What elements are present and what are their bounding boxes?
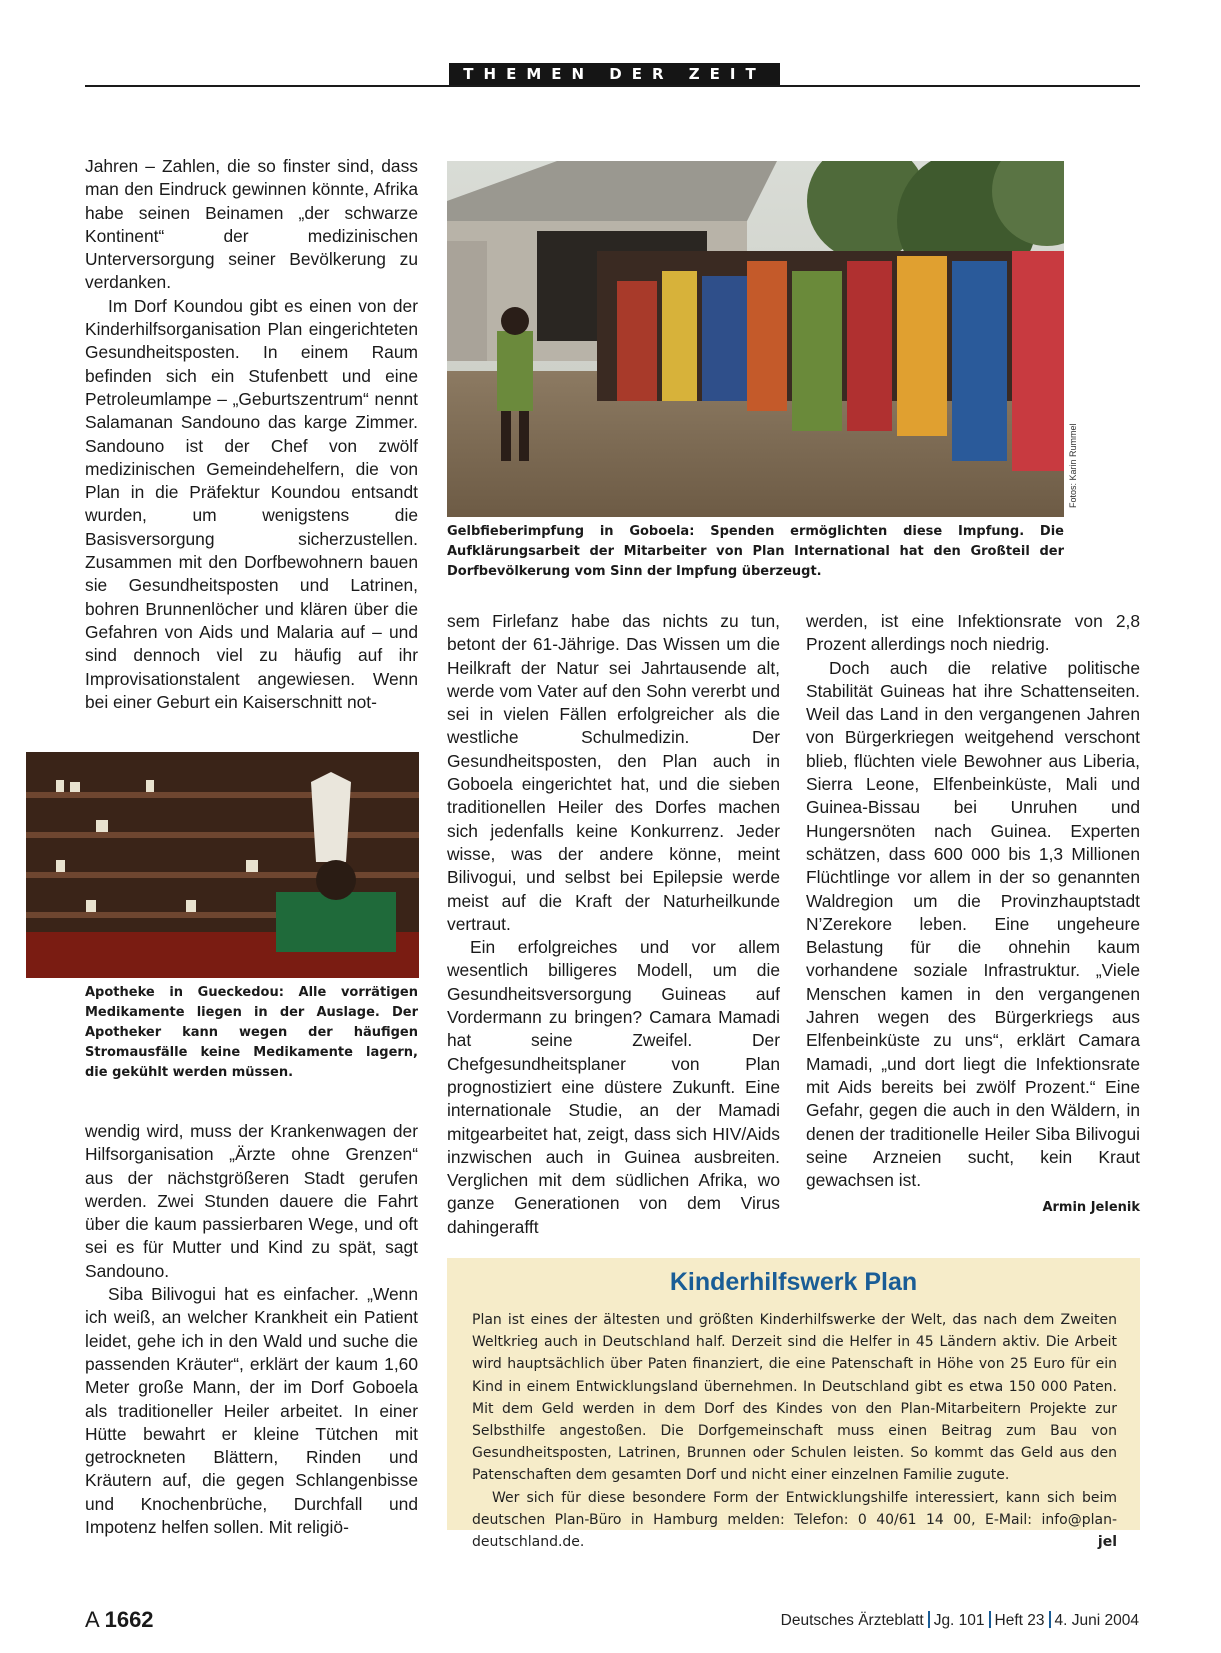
info-box-sign: jel [1097, 1534, 1117, 1551]
paragraph: Siba Bilivogui hat es einfacher. „Wenn ich weiß, an welcher Krankheit ein Patient leidet, gehe ich in den Wald und suche die passenden Kräuter“, erklärt der kaum 1,60 Meter große Mann, der im Dorf Goboela als traditioneller Heiler arbeitet. In einer Hütte bewahrt er kleine Tütchen mit getrockneten Blättern, Rinden und Kräutern auf, die gegen Schlangenbisse und Knochenbrüche, Durchfall und Impotenz helfen sollen. Mit religiö- [85, 1284, 418, 1538]
pharmacy-photo-illustration [26, 752, 419, 978]
vaccination-photo-caption: Gelbfieberimpfung in Goboela: Spenden ermöglichten diese Impfung. Die Aufklärungsarbeit der Mitarbeiter von Plan International hat den Großteil der Dorfbevölkerung vom Sinn der Impfung überzeugt. [447, 524, 1064, 579]
paragraph: Doch auch die relative politische Stabilität Guineas hat ihre Schattenseiten. Weil das Land in den vergangenen Jahren von Bürgerkriegen weitgehend verschont blieb, flüchten viele Bewohner aus Liberia, Sierra Leone, Elfenbeinküste, Mali und Guinea-Bissau bei Unruhen und Hungersnöten nach Guinea. Experten schätzen, dass 600 000 bis 1,3 Millionen Flüchtlinge vor allem in der so genannten Waldregion um die Provinzhauptstadt N’Zerekore leben. Eine ungeheure Belastung für die ohnehin kaum vorhandene soziale Infrastruktur. „Viele Menschen kamen in den vergangenen Jahren wegen des Bürgerkriegs aus Elfenbeinküste zu uns“, erklärt Camara Mamadi, „und dort liegt die Infektionsrate mit Aids bereits bei zwölf Prozent.“ Eine Gefahr, gegen die auch in den Wäldern, in denen der traditionelle Heiler Siba Bilivogui seine Arzneien sucht, kein Kraut gewachsen ist. [806, 657, 1140, 1191]
section-header: THEMEN DER ZEIT [449, 63, 780, 85]
author: Armin Jelenik [1042, 1200, 1140, 1215]
journal-info [781, 1611, 1139, 1630]
journal-issue: Heft 23 [994, 1612, 1045, 1629]
vaccination-photo-illustration [447, 161, 1064, 517]
journal-name: Deutsches Ärzteblatt [780, 1612, 924, 1629]
info-box-text [472, 1309, 1117, 1553]
column-1-top [85, 155, 418, 714]
info-box-contact: Wer sich für diese besondere Form der Entwicklungshilfe interessiert, kann sich beim deutschen Plan-Büro in Hamburg melden: Telefon: 0 40/61 14 00, E-Mail: info@plan-deutschland.de. [472, 1489, 1117, 1551]
paragraph: Ein erfolgreiches und vor allem wesentlich billigeres Modell, um die Gesundheitsversorgung Guineas auf Vordermann zu bringen? Camara Mamadi hat seine Zweifel. Der Chefgesundheitsplaner von Plan prognostiziert eine düstere Zukunft. Eine internationale Studie, an der Mamadi mitgearbeitet hat, zeigt, dass sich HIV/Aids inzwischen auch in Guinea ausbreiten. Verglichen mit dem südlichen Afrika, wo ganze Generationen von dem Virus dahingerafft [447, 937, 780, 1237]
info-box-paragraph [472, 1487, 1117, 1554]
paragraph: wendig wird, muss der Krankenwagen der Hilfsorganisation „Ärzte ohne Grenzen“ aus der nächstgrößeren Stadt gerufen werden. Zwei Stunden dauere die Fahrt über die kaum passierbaren Wege, und oft sei es für Mutter und Kind zu spät, sagt Sandouno. [85, 1121, 418, 1281]
journal-date: 4. Juni 2004 [1054, 1612, 1139, 1629]
column-2 [447, 610, 780, 1239]
page-number-value: 1662 [104, 1607, 154, 1632]
page-prefix: A [85, 1607, 99, 1632]
photo-credit: Fotos: Karin Rummel [1068, 423, 1078, 508]
paragraph: Im Dorf Koundou gibt es einen von der Kinderhilfsorganisation Plan eingerichteten Gesundheitsposten. In einem Raum befinden sich ein Stufenbett und eine Petroleumlampe – „Geburtszentrum“ nennt Salamanan Sandouno das karge Zimmer. Sandouno ist der Chef von zwölf medizinischen Gemeindehelfern, die von Plan in die Präfektur Koundou entsandt wurden, um wenigstens die Basisversorgung sicherzustellen. Zusammen mit den Dorfbewohnern bauen sie Gesundheitsposten und Latrinen, bohren Brunnenlöcher und klären über die Gefahren von Aids und Malaria auf – und sind dennoch viel zu häufig auf ihr Improvisationstalent angewiesen. Wenn bei einer Geburt ein Kaiserschnitt not- [85, 295, 418, 712]
column-3 [806, 610, 1140, 1192]
paragraph: werden, ist eine Infektionsrate von 2,8 Prozent allerdings noch niedrig. [806, 611, 1140, 655]
separator [1049, 1611, 1051, 1628]
separator [928, 1611, 930, 1628]
page-number [85, 1607, 154, 1633]
column-1-bottom [85, 1120, 418, 1539]
paragraph: Jahren – Zahlen, die so finster sind, dass man den Eindruck gewinnen könnte, Afrika habe seinen Beinamen „der schwarze Kontinent“ der medizinischen Unterversorgung seiner Bevölkerung zu verdanken. [85, 156, 418, 293]
info-box-paragraph: Plan ist eines der ältesten und größten Kinderhilfswerke der Welt, das nach dem Zweiten Weltkrieg auch in Deutschland half. Derzeit sind die Helfer in 45 Ländern aktiv. Die Arbeit wird hauptsächlich über Paten finanziert, die eine Patenschaft in Höhe von 25 Euro für ein Kind in einem Entwicklungsland übernehmen. In Deutschland gibt es etwa 150 000 Paten. Mit dem Geld werden in dem Dorf des Kindes von den Plan-Mitarbeitern Projekte zur Selbsthilfe angestoßen. Die Dorfgemeinschaft muss einen Beitrag zum Bau von Gesundheitsposten, Latrinen, Brunnen oder Schulen leisten. So kommt das Geld aus den Patenschaften dem gesamten Dorf und nicht einer einzelnen Familie zugute. [472, 1312, 1117, 1484]
separator [989, 1611, 991, 1628]
pharmacy-photo-caption: Apotheke in Gueckedou: Alle vorrätigen Medikamente liegen in der Auslage. Der Apotheker kann wegen der häufigen Stromausfälle keine Medikamente lagern, die gekühlt werden müssen. [85, 985, 418, 1080]
vaccination-photo [447, 161, 1064, 517]
journal-volume: Jg. 101 [933, 1612, 985, 1629]
pharmacy-photo [26, 752, 419, 978]
header-rule [85, 85, 1140, 87]
paragraph: sem Firlefanz habe das nichts zu tun, betont der 61-Jährige. Das Wissen um die Heilkraft der Natur sei Jahrtausende alt, werde vom Vater auf den Sohn vererbt und sei in vielen Fällen erfolgreicher als die westliche Schulmedizin. Der Gesundheitsposten, den Plan auch in Goboela eingerichtet hat, und die sieben traditionellen Heiler des Dorfes machen sich jedenfalls keine Konkurrenz. Jeder wisse, was der andere könne, meint Bilivogui, und selbst bei Epilepsie werde meist auf die Kraft der Naturheilkunde vertraut. [447, 611, 780, 934]
info-box-title: Kinderhilfswerk Plan [669, 1268, 918, 1296]
